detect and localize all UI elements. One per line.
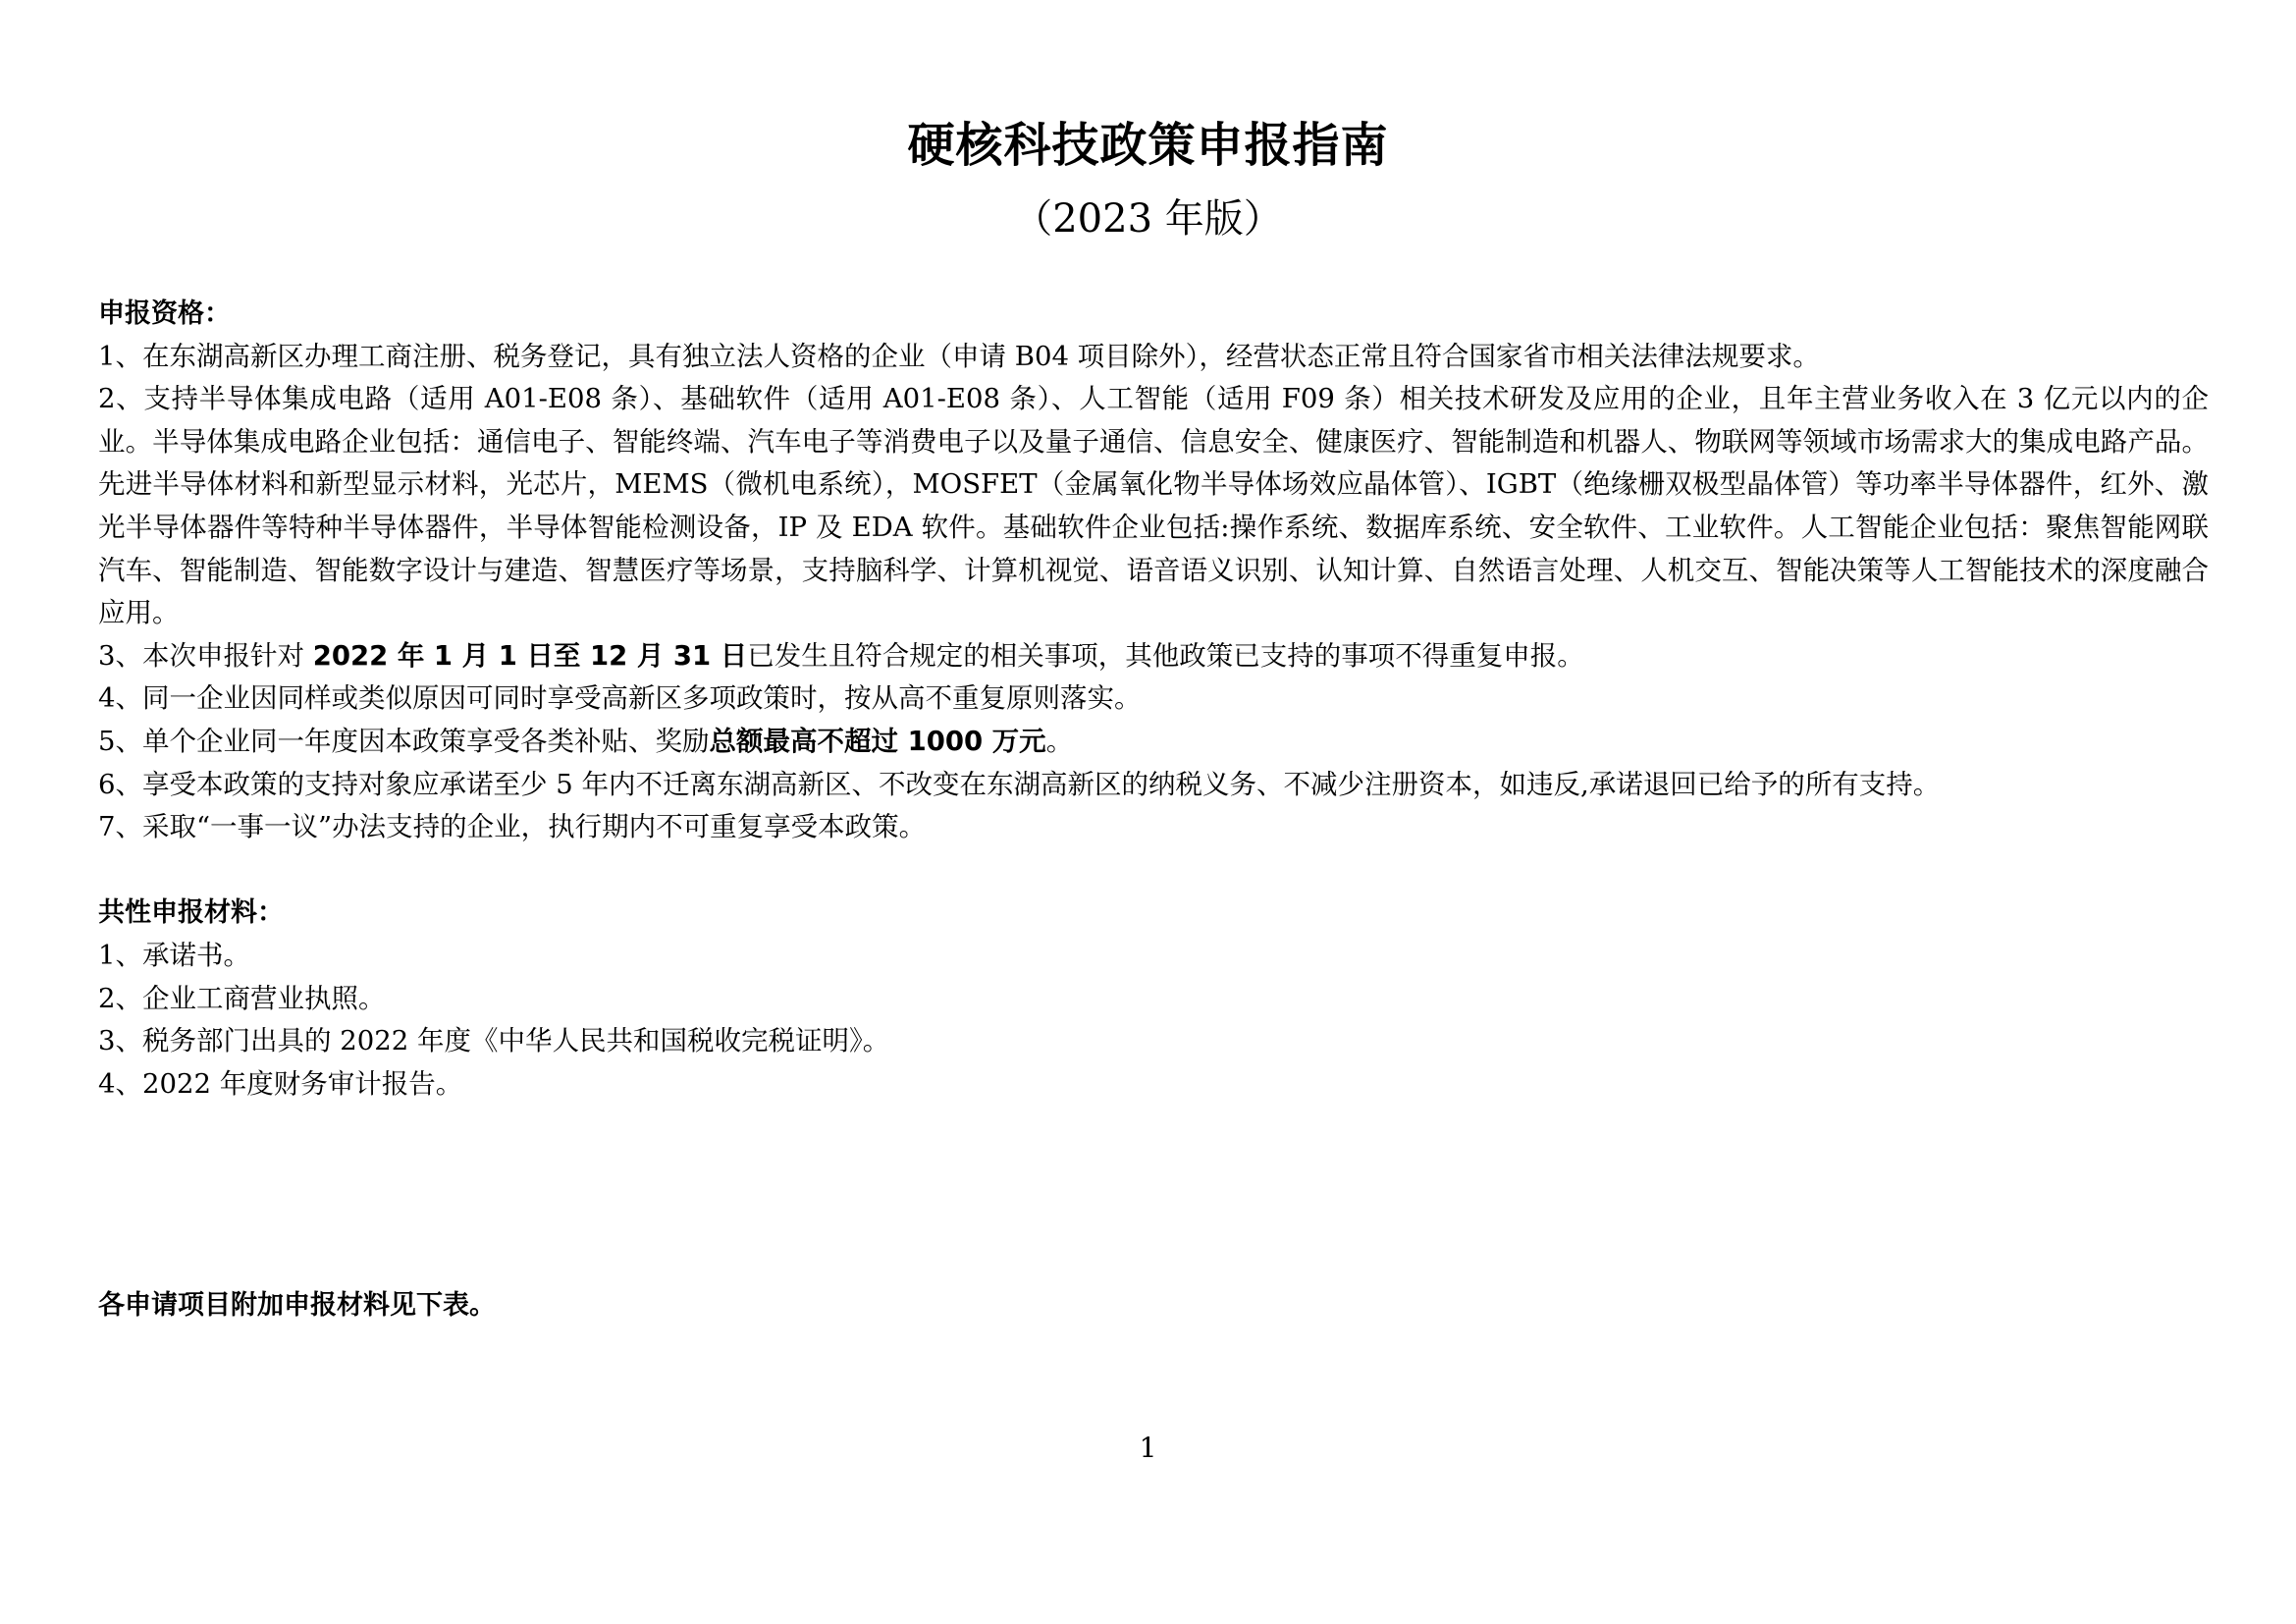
eligibility-item-3-suffix: 已发生且符合规定的相关事项，其他政策已支持的事项不得重复申报。 — [747, 639, 1584, 672]
eligibility-item-6: 6、享受本政策的支持对象应承诺至少 5 年内不迁离东湖高新区、不改变在东湖高新区的纳税义务、不减少注册资本，如违反,承诺退回已给予的所有支持。 — [98, 768, 1941, 800]
materials-item-4: 4、2022 年度财务审计报告。 — [98, 1067, 463, 1100]
materials-item-3: 3、税务部门出具的 2022 年度《中华人民共和国税收完税证明》。 — [98, 1025, 890, 1057]
eligibility-item-3-prefix: 3、本次申报针对 — [98, 639, 313, 672]
eligibility-item-5 — [98, 721, 2209, 764]
eligibility-item-5-prefix: 5、单个企业同一年度因本政策享受各类补贴、奖励 — [98, 725, 710, 757]
materials-item-2: 2、企业工商营业执照。 — [98, 982, 386, 1014]
eligibility-item-1: 1、在东湖高新区办理工商注册、税务登记，具有独立法人资格的企业（申请 B04 项目除外），经营状态正常且符合国家省市相关法律法规要求。 — [98, 340, 1820, 372]
materials-heading: 共性申报材料： — [98, 897, 284, 929]
materials-item-1: 1、承诺书。 — [98, 939, 250, 971]
document-subtitle: （2023 年版） — [1013, 196, 1283, 242]
document-body — [98, 293, 2209, 1106]
eligibility-item-3-period: 2022 年 1 月 1 日至 12 月 31 日 — [312, 639, 748, 672]
eligibility-item-3 — [98, 635, 2209, 678]
eligibility-item-5-suffix: 。 — [1045, 725, 1074, 757]
page-number: 1 — [1139, 1432, 1157, 1464]
section-spacer — [98, 849, 2209, 893]
eligibility-heading: 申报资格： — [98, 298, 231, 329]
document-title: 硬核科技政策申报指南 — [907, 118, 1389, 173]
eligibility-item-4: 4、同一企业因同样或类似原因可同时享受高新区多项政策时，按从高不重复原则落实。 — [98, 682, 1142, 715]
additional-materials-note: 各申请项目附加申报材料见下表。 — [98, 1290, 496, 1321]
eligibility-item-7: 7、采取“一事一议”办法支持的企业，执行期内不可重复享受本政策。 — [98, 811, 927, 843]
eligibility-item-2: 2、支持半导体集成电路（适用 A01-E08 条）、基础软件（适用 A01-E08 条）、人工智能（适用 F09 条）相关技术研发及应用的企业，且年主营业务收入在 3 亿元以内的企业。半导体集成电路企业包括：通信电子、智能终端、汽车电子等消费电子以及量子通信、信息安全、健康医疗、智能制造和机器人、物联网等领域市场需求大的集成电路产品。先进半导体材料和新型显示材料，光芯片，MEMS（微机电系统），MOSFET（金属氧化物半导体场效应晶体管）、IGBT（绝缘栅双极型晶体管）等功率半导体器件，红外、激光半导体器件等特种半导体器件，半导体智能检测设备，IP 及 EDA 软件。基础软件企业包括:操作系统、数据库系统、安全软件、工业软件。人工智能企业包括：聚焦智能网联汽车、智能制造、智能数字设计与建造、智慧医疗等场景，支持脑科学、计算机视觉、语音语义识别、认知计算、自然语言处理、人机交互、智能决策等人工智能技术的深度融合应用。 — [98, 383, 2209, 629]
eligibility-item-5-cap: 总额最高不超过 1000 万元 — [709, 725, 1046, 757]
